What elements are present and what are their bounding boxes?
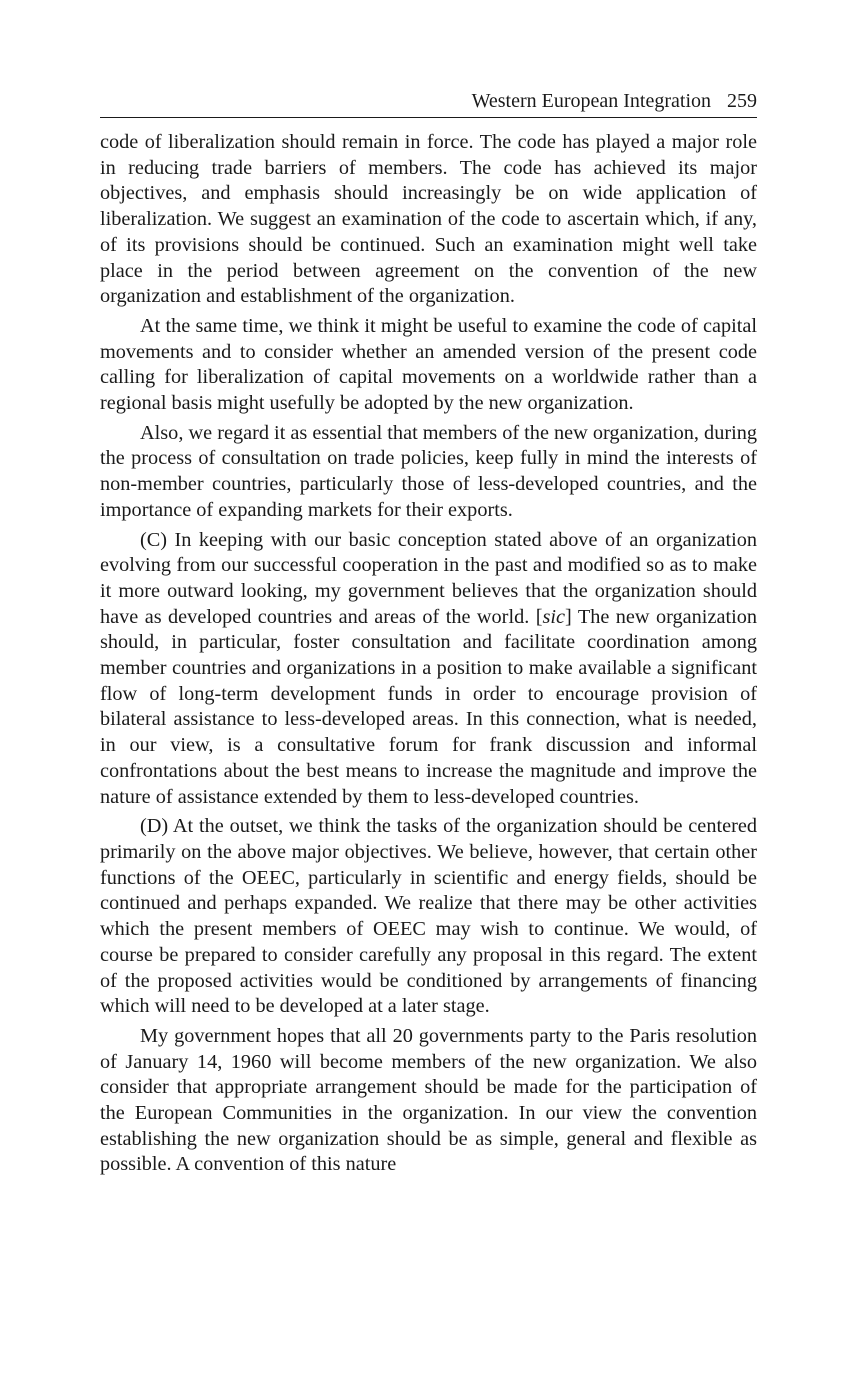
paragraph-d: (D) At the outset, we think the tasks of the organization should be centered primarily on the above major objectives. We believe, however, that certain other functions of the OEEC, particularly in scientific and energy fields, should be continued and perhaps expanded. We realize that there may be other activities which the present members of OEEC may wish to continue. We would, of course be prepared to consider carefully any proposal in this regard. The extent of the proposed activities would be conditioned by arrangements of financing which will need to be developed at a later stage.	[100, 815, 757, 1018]
paragraph-c-text-after: ] The new organization should, in particular, foster consultation and facilitate coordination among member countries and organizations in a position to make available a significant flow of long-term development funds in order to encourage provision of bilateral assistance to less-developed areas. In this connection, what is needed, in our view, is a consultative forum for frank discussion and informal confrontations about the best means to increase the magnitude and improve the nature of assistance extended by them to less-developed countries.	[100, 605, 757, 808]
paragraph-continued: code of liberalization should remain in force. The code has played a major role in reducing trade barriers of members. The code has achieved its major objectives, and emphasis should increasingly be on wide application of liberalization. We suggest an examination of the code to ascertain which, if any, of its provisions should be continued. Such an examination might well take place in the period between agreement on the convention of the new organization and establishment of the organization.	[100, 131, 757, 308]
paragraph-c-text-before: (C) In keeping with our basic conception stated above of an organization evolving from our successful cooperation in the past and modified so as to make it more outward looking, my government believes that the organization should have as developed countries and areas of the world. [	[100, 528, 757, 628]
body-text	[100, 130, 757, 1178]
book-page	[100, 88, 757, 1178]
paragraph-non-member-countries: Also, we regard it as essential that members of the new organization, during the process of consultation on trade policies, keep fully in mind the interests of non-member countries, particularly those of less-developed countries, and the importance of expanding markets for their exports.	[100, 421, 757, 521]
page-number: 259	[727, 90, 757, 112]
running-head-title: Western European Integration	[471, 90, 711, 112]
paragraph-capital-movements: At the same time, we think it might be useful to examine the code of capital movements and to consider whether an amended version of the present code calling for liberalization of capital movements on a worldwide rather than a regional basis might usefully be adopted by the new organization.	[100, 314, 757, 415]
sic-italic: sic	[542, 605, 565, 628]
paragraph-membership: My government hopes that all 20 governments party to the Paris resolution of January 14, 1960 will become members of the new organization. We also consider that appropriate arrangement should be made for the participation of the European Communities in the organization. In our view the convention establishing the new organization should be as simple, general and flexible as possible. A convention of this nature	[100, 1024, 757, 1176]
paragraph-c	[100, 528, 757, 811]
running-head	[100, 88, 757, 118]
